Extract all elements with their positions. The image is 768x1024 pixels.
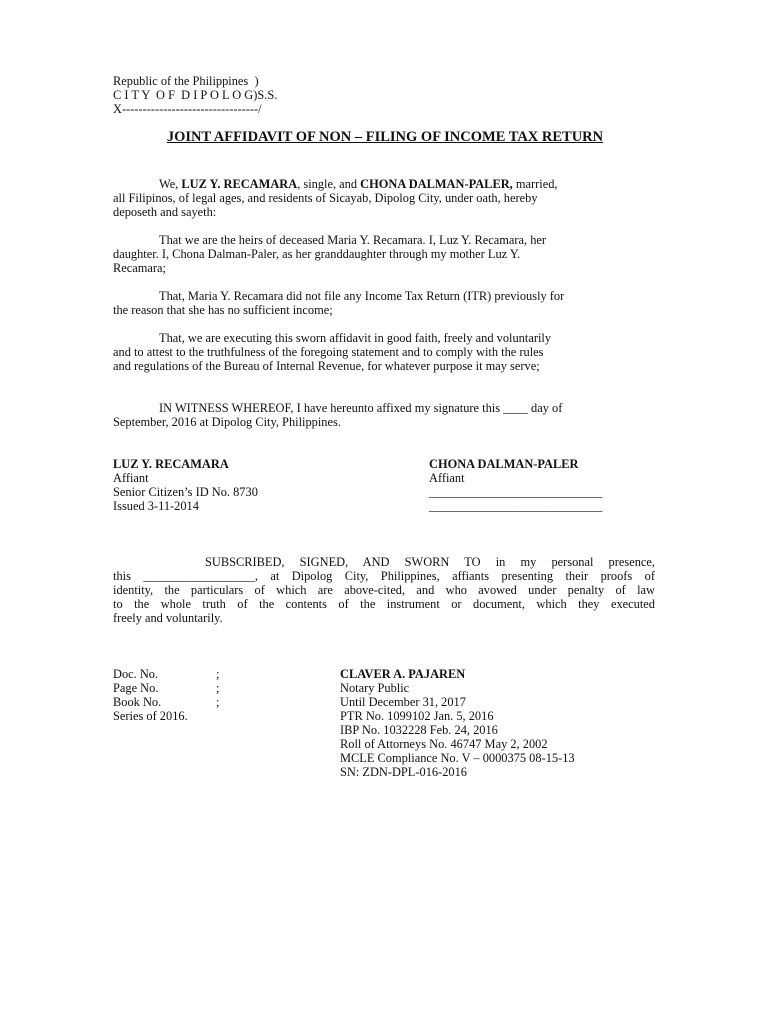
notary-title: Notary Public <box>340 681 410 695</box>
intro-paragraph <box>113 177 659 219</box>
witness-line-1: IN WITNESS WHEREOF, I have hereunto affixed my signature this ____ day of <box>159 401 563 415</box>
notary-ibp: IBP No. 1032228 Feb. 24, 2016 <box>340 723 498 737</box>
affiant1-name: LUZ Y. RECAMARA <box>113 457 229 471</box>
affiant2-blank-2: ____________________________ <box>429 499 603 513</box>
header-republic: Republic of the Philippines ) <box>113 74 259 88</box>
affiant2-name-inline: CHONA DALMAN-PALER, <box>360 177 513 191</box>
book-no-label: Book No. <box>113 695 162 709</box>
affiant2-role: Affiant <box>429 471 465 485</box>
intro-line-2: all Filipinos, of legal ages, and residents of Sicayab, Dipolog City, under oath, hereby <box>113 191 538 205</box>
jurat-line-3: identity, the particulars of which are above-cited, and who avowed under penalty of law <box>113 583 655 597</box>
no-itr-line-1: That, Maria Y. Recamara did not file any Income Tax Return (ITR) previously for <box>159 289 565 303</box>
no-itr-line-2: the reason that she has no sufficient income; <box>113 303 333 317</box>
book-no-semicolon: ; <box>216 695 220 709</box>
purpose-paragraph <box>113 331 659 373</box>
page-no-label: Page No. <box>113 681 159 695</box>
series-label: Series of 2016. <box>113 709 188 723</box>
header-city: C I T Y O F D I P O L O G)S.S. <box>113 88 278 102</box>
header-separator: X---------------------------------/ <box>113 102 262 116</box>
jurat-line-5: freely and voluntarily. <box>113 611 223 625</box>
notary-mcle: MCLE Compliance No. V – 0000375 08-15-13 <box>340 751 575 765</box>
affiant1-id: Senior Citizen’s ID No. 8730 <box>113 485 258 499</box>
intro-single: , single, and <box>297 177 361 191</box>
doc-no-label: Doc. No. <box>113 667 159 681</box>
purpose-line-3: and regulations of the Bureau of Internal Revenue, for whatever purpose it may serve; <box>113 359 540 373</box>
notary-roll: Roll of Attorneys No. 46747 May 2, 2002 <box>340 737 548 751</box>
heirs-line-1: That we are the heirs of deceased Maria Y. Recamara. I, Luz Y. Recamara, her <box>159 233 547 247</box>
notary-name: CLAVER A. PAJAREN <box>340 667 466 681</box>
jurat-line-2: this __________________, at Dipolog City, Philippines, affiants presenting their proofs of <box>113 569 655 583</box>
heirs-line-2: daughter. I, Chona Dalman-Paler, as her granddaughter through my mother Luz Y. <box>113 247 521 261</box>
notary-ptr: PTR No. 1099102 Jan. 5, 2016 <box>340 709 494 723</box>
document-title: JOINT AFFIDAVIT OF NON – FILING OF INCOME TAX RETURN <box>166 129 604 145</box>
witness-paragraph <box>113 401 659 429</box>
affiant2-name: CHONA DALMAN-PALER <box>429 457 579 471</box>
doc-no-semicolon: ; <box>216 667 220 681</box>
affiant1-name-inline: LUZ Y. RECAMARA <box>181 177 298 191</box>
affiant1-block <box>113 457 258 513</box>
affiant1-role: Affiant <box>113 471 149 485</box>
jurat-line-4: to the whole truth of the contents of the instrument or document, which they executed <box>113 597 655 611</box>
page-no-semicolon: ; <box>216 681 220 695</box>
heirs-line-3: Recamara; <box>113 261 166 275</box>
affiant2-block <box>429 457 602 513</box>
purpose-line-2: and to attest to the truthfulness of the foregoing statement and to comply with the rules <box>113 345 544 359</box>
jurat-line-1: SUBSCRIBED, SIGNED, AND SWORN TO in my personal presence, <box>205 555 655 569</box>
jurat-paragraph <box>113 555 655 625</box>
intro-married: married, <box>512 177 558 191</box>
affiant1-issued: Issued 3-11-2014 <box>113 499 199 513</box>
affiant2-blank-1: ____________________________ <box>429 485 603 499</box>
purpose-line-1: That, we are executing this sworn affidavit in good faith, freely and voluntarily <box>159 331 552 345</box>
intro-we: We, <box>159 177 182 191</box>
no-itr-paragraph <box>113 289 659 317</box>
notary-sn: SN: ZDN-DPL-016-2016 <box>340 765 467 779</box>
intro-line-3: deposeth and sayeth: <box>113 205 217 219</box>
notary-block <box>340 667 575 779</box>
notary-commission: Until December 31, 2017 <box>340 695 466 709</box>
heirs-paragraph <box>113 233 659 275</box>
doc-info-block <box>113 667 219 723</box>
witness-line-2: September, 2016 at Dipolog City, Philippines. <box>113 415 341 429</box>
